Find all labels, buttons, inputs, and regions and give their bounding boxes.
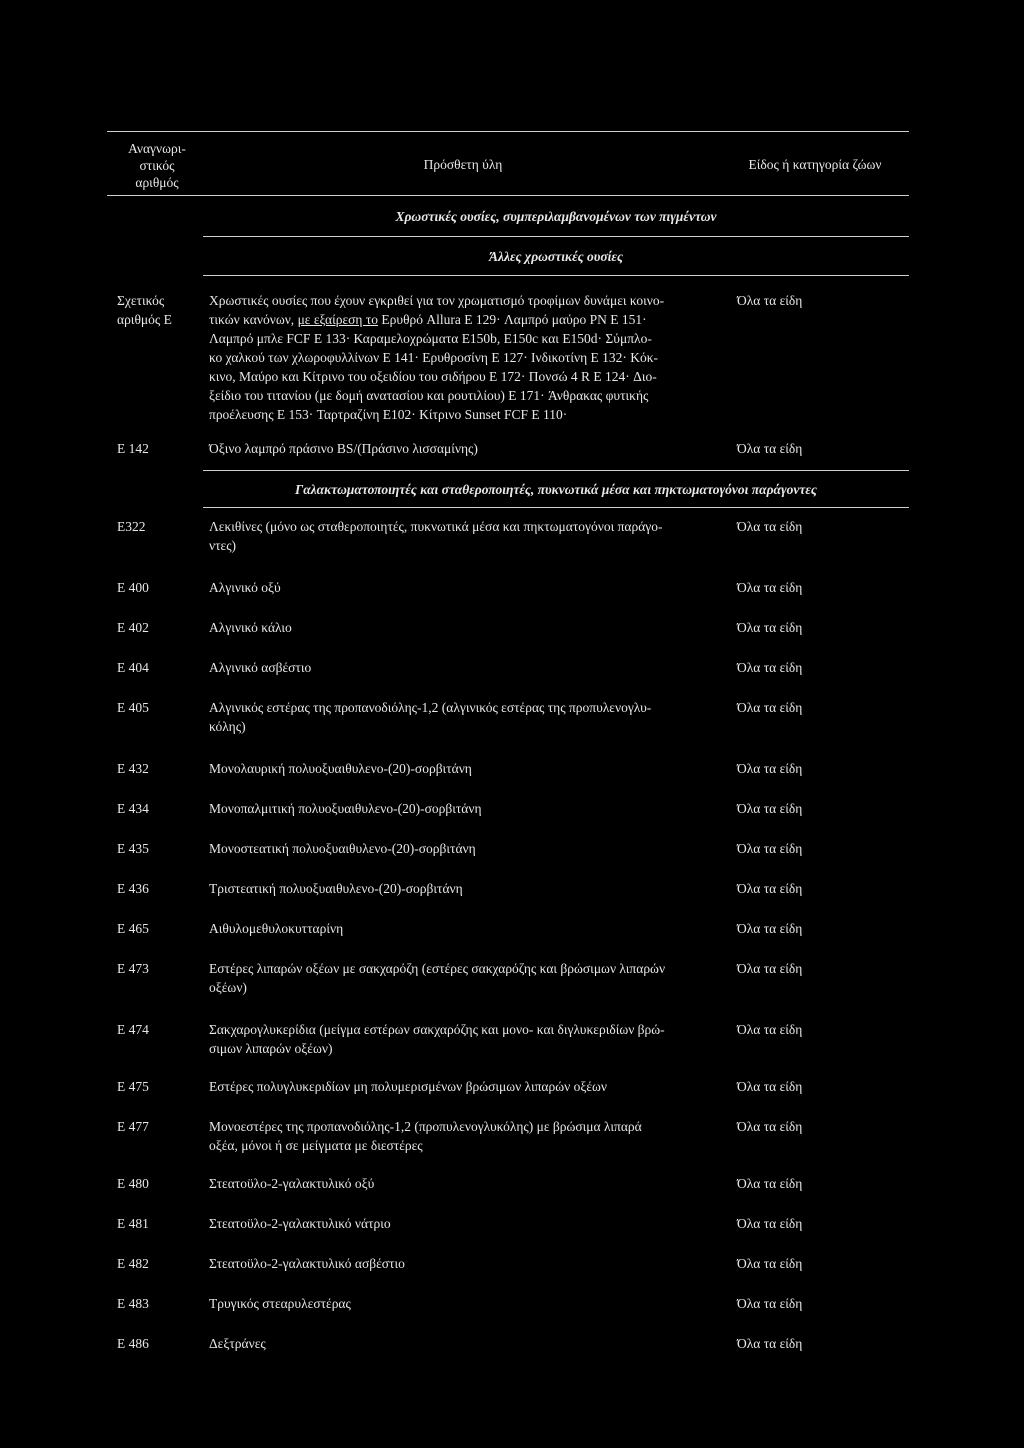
row-species: Όλα τα είδη	[737, 801, 803, 816]
section-rule	[203, 470, 909, 471]
substance-line: ξείδιο του τιτανίου (με δομή ανατασίου και ρουτιλίου) E 171· Άνθρακας φυτικής	[209, 388, 649, 403]
top-rule	[107, 131, 909, 132]
row-id-line: Σχετικός	[117, 293, 165, 308]
substance-text: Ερυθρό Allura E 129· Λαμπρό μαύρο PN E 151·	[378, 312, 647, 327]
section-rule	[203, 275, 909, 276]
row-id: E322	[117, 519, 146, 534]
header-id-column	[117, 140, 197, 191]
substance-line: Μονοστεατική πολυοξυαιθυλενο-(20)-σορβιτάνη	[209, 841, 476, 856]
row-substance	[209, 1214, 732, 1233]
substance-line: προέλευσης E 153· Ταρτραζίνη E102· Κίτρινο Sunset FCF E 110·	[209, 407, 568, 422]
row-species: Όλα τα είδη	[737, 580, 803, 595]
substance-line: Μονοεστέρες της προπανοδιόλης-1,2 (προπυλενογλυκόλης) με βρώσιμα λιπαρά	[209, 1119, 642, 1134]
row-substance	[209, 1020, 732, 1058]
row-id: E 436	[117, 881, 149, 896]
substance-line: Αλγινικός εστέρας της προπανοδιόλης-1,2 (αλγινικός εστέρας της προπυλενογλυ-	[209, 700, 652, 715]
row-substance	[209, 578, 732, 597]
section-rule	[203, 507, 909, 508]
substance-line: Στεατοϋλο-2-γαλακτυλικό νάτριο	[209, 1216, 391, 1231]
substance-line	[209, 310, 732, 329]
row-id: E 483	[117, 1296, 149, 1311]
substance-line: Τριστεατική πολυοξυαιθυλενο-(20)-σορβιτάνη	[209, 881, 463, 896]
substance-line: Στεατοϋλο-2-γαλακτυλικό οξύ	[209, 1176, 375, 1191]
row-species: Όλα τα είδη	[737, 1256, 803, 1271]
row-substance	[209, 1077, 732, 1096]
row-id: E 473	[117, 961, 149, 976]
row-id: E 404	[117, 660, 149, 675]
section-heading-emulsifiers: Γαλακτωματοποιητές και σταθεροποιητές, πυκνωτικά μέσα και πηκτωματογόνοι παράγοντες	[295, 482, 817, 497]
row-substance	[209, 658, 732, 677]
row-id: E 474	[117, 1022, 149, 1037]
row-substance	[209, 291, 732, 424]
row-id: E 481	[117, 1216, 149, 1231]
row-id	[117, 291, 197, 329]
row-id: E 434	[117, 801, 149, 816]
substance-text: τικών κανόνων,	[209, 312, 298, 327]
header-rule	[107, 195, 909, 196]
substance-line: οξέα, μόνοι ή σε μείγματα με διεστέρες	[209, 1138, 423, 1153]
row-substance	[209, 959, 732, 997]
substance-line: οξέων)	[209, 980, 247, 995]
row-substance	[209, 799, 732, 818]
section-heading-colorants: Χρωστικές ουσίες, συμπεριλαμβανομένων των πιγμέντων	[395, 209, 717, 224]
row-substance	[209, 759, 732, 778]
substance-line: Όξινο λαμπρό πράσινο BS/(Πράσινο λισσαμίνης)	[209, 441, 478, 456]
row-species: Όλα τα είδη	[737, 519, 803, 534]
substance-line: Στεατοϋλο-2-γαλακτυλικό ασβέστιο	[209, 1256, 405, 1271]
row-species: Όλα τα είδη	[737, 1176, 803, 1191]
substance-line: Εστέρες πολυγλυκεριδίων μη πολυμερισμένων βρώσιμων λιπαρών οξέων	[209, 1079, 608, 1094]
row-species: Όλα τα είδη	[737, 961, 803, 976]
row-species: Όλα τα είδη	[737, 660, 803, 675]
row-species: Όλα τα είδη	[737, 1022, 803, 1037]
row-id: E 477	[117, 1119, 149, 1134]
row-substance	[209, 879, 732, 898]
row-substance	[209, 1117, 732, 1155]
substance-line: Μονοπαλμιτική πολυοξυαιθυλενο-(20)-σορβιτάνη	[209, 801, 482, 816]
substance-line: Αλγινικό ασβέστιο	[209, 660, 312, 675]
substance-line: Τρυγικός στεαρυλεστέρας	[209, 1296, 351, 1311]
substance-line: Λαμπρό μπλε FCF E 133· Καραμελοχρώματα E150b, E150c και E150d· Σύμπλο-	[209, 331, 652, 346]
row-id: E 435	[117, 841, 149, 856]
substance-line: Αλγινικό οξύ	[209, 580, 281, 595]
row-substance	[209, 618, 732, 637]
row-substance	[209, 1294, 732, 1313]
row-species: Όλα τα είδη	[737, 1079, 803, 1094]
section-heading-other-colorants: Άλλες χρωστικές ουσίες	[489, 249, 623, 264]
header-id-line: αριθμός	[135, 175, 179, 190]
row-id: E 465	[117, 921, 149, 936]
row-id: E 405	[117, 700, 149, 715]
substance-line: κόλης)	[209, 719, 246, 734]
row-substance	[209, 698, 732, 736]
substance-line: Λεκιθίνες (μόνο ως σταθεροποιητές, πυκνωτικά μέσα και πηκτωματογόνοι παράγο-	[209, 519, 663, 534]
row-species: Όλα τα είδη	[737, 700, 803, 715]
row-species: Όλα τα είδη	[737, 761, 803, 776]
section-rule	[203, 236, 909, 237]
row-id: E 402	[117, 620, 149, 635]
substance-line: Αλγινικό κάλιο	[209, 620, 292, 635]
substance-line: Σακχαρογλυκερίδια (μείγμα εστέρων σακχαρόζης και μονο- και διγλυκεριδίων βρώ-	[209, 1022, 665, 1037]
row-substance	[209, 439, 732, 458]
row-substance	[209, 1174, 732, 1193]
row-id: E 482	[117, 1256, 149, 1271]
row-substance	[209, 919, 732, 938]
row-id: E 475	[117, 1079, 149, 1094]
row-id: E 486	[117, 1336, 149, 1351]
row-species: Όλα τα είδη	[737, 441, 803, 456]
row-substance	[209, 1254, 732, 1273]
row-substance	[209, 1334, 732, 1353]
row-id-line: αριθμός Ε	[117, 312, 172, 327]
row-id: E 400	[117, 580, 149, 595]
row-species: Όλα τα είδη	[737, 1336, 803, 1351]
substance-line: Αιθυλομεθυλοκυτταρίνη	[209, 921, 344, 936]
row-species: Όλα τα είδη	[737, 921, 803, 936]
row-species: Όλα τα είδη	[737, 293, 803, 308]
substance-line: ντες)	[209, 538, 237, 553]
substance-line: κινο, Μαύρο και Κίτρινο του οξειδίου του σιδήρου E 172· Πονσώ 4 R E 124· Διο-	[209, 369, 657, 384]
substance-line: Δεξτράνες	[209, 1336, 266, 1351]
underlined-exception-text: με εξαίρεση το	[297, 312, 379, 327]
row-id: E 480	[117, 1176, 149, 1191]
substance-line: Εστέρες λιπαρών οξέων με σακχαρόζη (εστέρες σακχαρόζης και βρώσιμων λιπαρών	[209, 961, 666, 976]
header-id-line: Αναγνωρι-	[128, 141, 186, 156]
substance-line: κο χαλκού των χλωροφυλλίνων E 141· Ερυθροσίνη E 127· Ινδικοτίνη E 132· Κόκ-	[209, 350, 659, 365]
row-species: Όλα τα είδη	[737, 841, 803, 856]
row-id: E 432	[117, 761, 149, 776]
row-species: Όλα τα είδη	[737, 1296, 803, 1311]
row-species: Όλα τα είδη	[737, 1216, 803, 1231]
substance-line: σιμων λιπαρών οξέων)	[209, 1041, 333, 1056]
substance-line: Χρωστικές ουσίες που έχουν εγκριθεί για τον χρωματισμό τροφίμων δυνάμει κοινο-	[209, 293, 665, 308]
row-species: Όλα τα είδη	[737, 881, 803, 896]
row-species: Όλα τα είδη	[737, 620, 803, 635]
row-substance	[209, 839, 732, 858]
row-id: E 142	[117, 441, 149, 456]
header-substance-column: Πρόσθετη ύλη	[423, 157, 503, 172]
header-id-line: στικός	[139, 158, 175, 173]
row-species: Όλα τα είδη	[737, 1119, 803, 1134]
row-substance	[209, 517, 732, 555]
header-species-column: Είδος ή κατηγορία ζώων	[748, 157, 882, 172]
substance-line: Μονολαυρική πολυοξυαιθυλενο-(20)-σορβιτάνη	[209, 761, 472, 776]
